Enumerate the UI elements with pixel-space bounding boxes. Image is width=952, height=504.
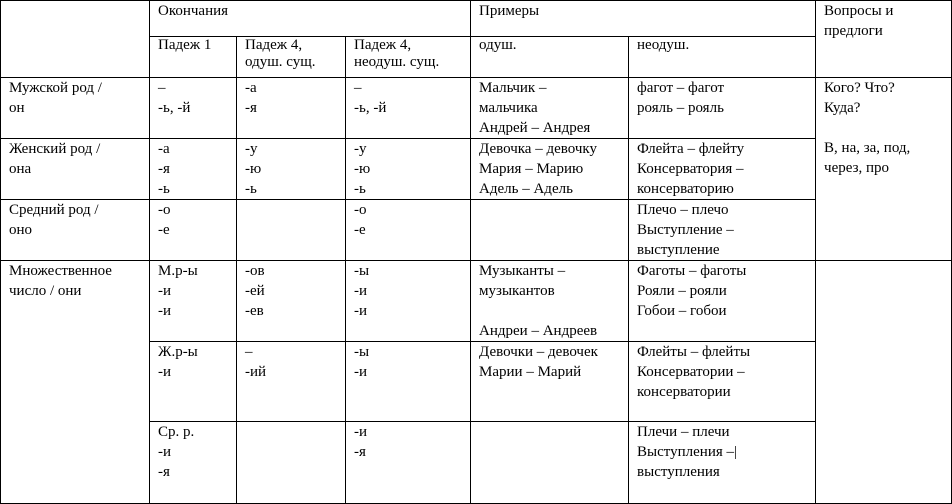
cell-line bbox=[479, 301, 624, 321]
cell-line: -ы bbox=[354, 344, 370, 360]
cell-line: музыкантов bbox=[479, 283, 555, 299]
feminine-case1 bbox=[150, 139, 237, 200]
cell-line: Гобои – гобои bbox=[637, 303, 727, 319]
masculine-animate-examples bbox=[471, 78, 629, 139]
masculine-case4-animate bbox=[237, 78, 346, 139]
cell-line: -е bbox=[158, 222, 170, 238]
cell-line: консерватории bbox=[637, 384, 731, 400]
neuter-case1 bbox=[150, 200, 237, 261]
cell-line: -у bbox=[354, 141, 367, 157]
cell-line: -и bbox=[354, 303, 368, 319]
subheader-case1: Падеж 1 bbox=[150, 37, 237, 78]
header-endings: Окончания bbox=[150, 1, 471, 37]
cell-line: -и bbox=[158, 444, 172, 460]
cell-line: через, про bbox=[824, 160, 890, 176]
subheader-inanimate: неодуш. bbox=[629, 37, 816, 78]
cell-line: -а bbox=[158, 141, 170, 157]
cell-line: фагот – фагот bbox=[637, 80, 725, 96]
cell-line: -ь, -й bbox=[354, 100, 387, 116]
cell-line: она bbox=[9, 161, 32, 177]
cell-line: Кого? Что? bbox=[824, 80, 895, 96]
cell-line: Консерватория – bbox=[637, 161, 744, 177]
gender-feminine bbox=[1, 139, 150, 200]
cell-line: -я bbox=[158, 464, 170, 480]
cell-line: Девочка – девочку bbox=[479, 141, 597, 157]
header-examples: Примеры bbox=[471, 1, 816, 37]
feminine-inanimate-examples bbox=[629, 139, 816, 200]
gender-masculine bbox=[1, 78, 150, 139]
cell-line: число / они bbox=[9, 283, 82, 299]
plural-n-case1 bbox=[150, 422, 237, 504]
cell-line: Рояли – рояли bbox=[637, 283, 727, 299]
feminine-case4-animate bbox=[237, 139, 346, 200]
header-empty-cell bbox=[1, 1, 150, 78]
plural-f-case4-animate bbox=[237, 342, 346, 422]
cell-line: -и bbox=[158, 303, 172, 319]
masculine-case4-inanimate bbox=[346, 78, 471, 139]
cell-line: одуш. сущ. bbox=[245, 54, 316, 70]
cell-line: -и bbox=[158, 364, 172, 380]
cell-line: -и bbox=[354, 283, 368, 299]
cell-line: Множественное bbox=[9, 263, 112, 279]
cell-line: рояль – рояль bbox=[637, 100, 724, 116]
cell-line: Мария – Марию bbox=[479, 161, 584, 177]
cell-line: -ю bbox=[354, 161, 371, 177]
cell-line: – bbox=[354, 80, 362, 96]
feminine-animate-examples bbox=[471, 139, 629, 200]
cell-line: Девочки – девочек bbox=[479, 344, 598, 360]
cell-line: -ь, -й bbox=[158, 100, 191, 116]
cell-line: -ей bbox=[245, 283, 265, 299]
cell-line: -ы bbox=[354, 263, 370, 279]
cell-line: М.р-ы bbox=[158, 263, 198, 279]
neuter-animate-examples bbox=[471, 200, 629, 261]
cell-line: неодуш. сущ. bbox=[354, 54, 440, 70]
cell-line: -ь bbox=[158, 181, 170, 197]
plural-f-case4-inanimate bbox=[346, 342, 471, 422]
cell-line: Ж.р-ы bbox=[158, 344, 198, 360]
cell-line: оно bbox=[9, 222, 33, 238]
cell-line: предлоги bbox=[824, 23, 883, 39]
cell-line: -у bbox=[245, 141, 258, 157]
neuter-case4-inanimate bbox=[346, 200, 471, 261]
cell-line: Флейта – флейту bbox=[637, 141, 745, 157]
plural-n-case4-animate bbox=[237, 422, 346, 504]
cell-line: -и bbox=[354, 424, 368, 440]
cell-line: -ь bbox=[354, 181, 366, 197]
plural-n-case4-inanimate bbox=[346, 422, 471, 504]
plural-m-case4-inanimate bbox=[346, 261, 471, 342]
cell-line: -ов bbox=[245, 263, 265, 279]
cell-line: Средний род / bbox=[9, 202, 99, 218]
plural-f-case1 bbox=[150, 342, 237, 422]
cell-line: -я bbox=[354, 444, 366, 460]
neuter-inanimate-examples bbox=[629, 200, 816, 261]
plural-m-animate-examples bbox=[471, 261, 629, 342]
cell-line: Ср. р. bbox=[158, 424, 195, 440]
plural-m-inanimate-examples bbox=[629, 261, 816, 342]
cell-line: Куда? bbox=[824, 100, 861, 116]
cell-line bbox=[824, 118, 947, 138]
plural-f-inanimate-examples bbox=[629, 342, 816, 422]
cell-line: Андреи – Андреев bbox=[479, 323, 598, 339]
cell-line: -и bbox=[354, 364, 368, 380]
gender-neuter bbox=[1, 200, 150, 261]
cell-line: Адель – Адель bbox=[479, 181, 573, 197]
cell-line: Мальчик – bbox=[479, 80, 547, 96]
cell-line: Падеж 4, bbox=[245, 37, 303, 53]
cell-line: Плечо – плечо bbox=[637, 202, 729, 218]
feminine-case4-inanimate bbox=[346, 139, 471, 200]
cell-line: он bbox=[9, 100, 25, 116]
cell-line: консерваторию bbox=[637, 181, 734, 197]
gender-plural bbox=[1, 261, 150, 504]
cell-line: Женский род / bbox=[9, 141, 101, 157]
cell-line: -а bbox=[245, 80, 257, 96]
cell-line: Флейты – флейты bbox=[637, 344, 751, 360]
cell-line: -я bbox=[158, 161, 170, 177]
cell-line: – bbox=[245, 344, 253, 360]
cell-line: -о bbox=[354, 202, 367, 218]
cell-line: Мужской род / bbox=[9, 80, 102, 96]
cell-line: Падеж 4, bbox=[354, 37, 412, 53]
subheader-case4-inanimate bbox=[346, 37, 471, 78]
cell-line: В, на, за, под, bbox=[824, 140, 911, 156]
cell-line: -я bbox=[245, 100, 257, 116]
plural-n-animate-examples bbox=[471, 422, 629, 504]
cell-line: -о bbox=[158, 202, 171, 218]
cell-line: выступление bbox=[637, 242, 720, 258]
cell-line: Музыканты – bbox=[479, 263, 566, 279]
cell-line: -и bbox=[158, 283, 172, 299]
cell-line: – bbox=[158, 80, 166, 96]
cell-line: -е bbox=[354, 222, 366, 238]
cell-line: Андрей – Андрея bbox=[479, 120, 591, 136]
questions-prepositions bbox=[816, 78, 952, 261]
plural-f-animate-examples bbox=[471, 342, 629, 422]
cell-line: Выступление – bbox=[637, 222, 734, 238]
cell-line: Выступления –| bbox=[637, 444, 738, 460]
cell-line: -ий bbox=[245, 364, 267, 380]
subheader-case4-animate bbox=[237, 37, 346, 78]
subheader-animate: одуш. bbox=[471, 37, 629, 78]
cell-line: Фаготы – фаготы bbox=[637, 263, 747, 279]
cell-line: -ь bbox=[245, 181, 257, 197]
cell-line: выступления bbox=[637, 464, 720, 480]
cell-line: Плечи – плечи bbox=[637, 424, 730, 440]
plural-m-case4-animate bbox=[237, 261, 346, 342]
cell-line: Марии – Марий bbox=[479, 364, 582, 380]
header-questions bbox=[816, 1, 952, 78]
masculine-inanimate-examples bbox=[629, 78, 816, 139]
cell-line: Консерватории – bbox=[637, 364, 745, 380]
cell-line: -ю bbox=[245, 161, 262, 177]
plural-m-case1 bbox=[150, 261, 237, 342]
cell-line: мальчика bbox=[479, 100, 538, 116]
plural-n-inanimate-examples bbox=[629, 422, 816, 504]
plural-questions-empty bbox=[816, 261, 952, 504]
cell-line: Вопросы и bbox=[824, 3, 894, 19]
cell-line: -ев bbox=[245, 303, 264, 319]
neuter-case4-animate bbox=[237, 200, 346, 261]
masculine-case1 bbox=[150, 78, 237, 139]
